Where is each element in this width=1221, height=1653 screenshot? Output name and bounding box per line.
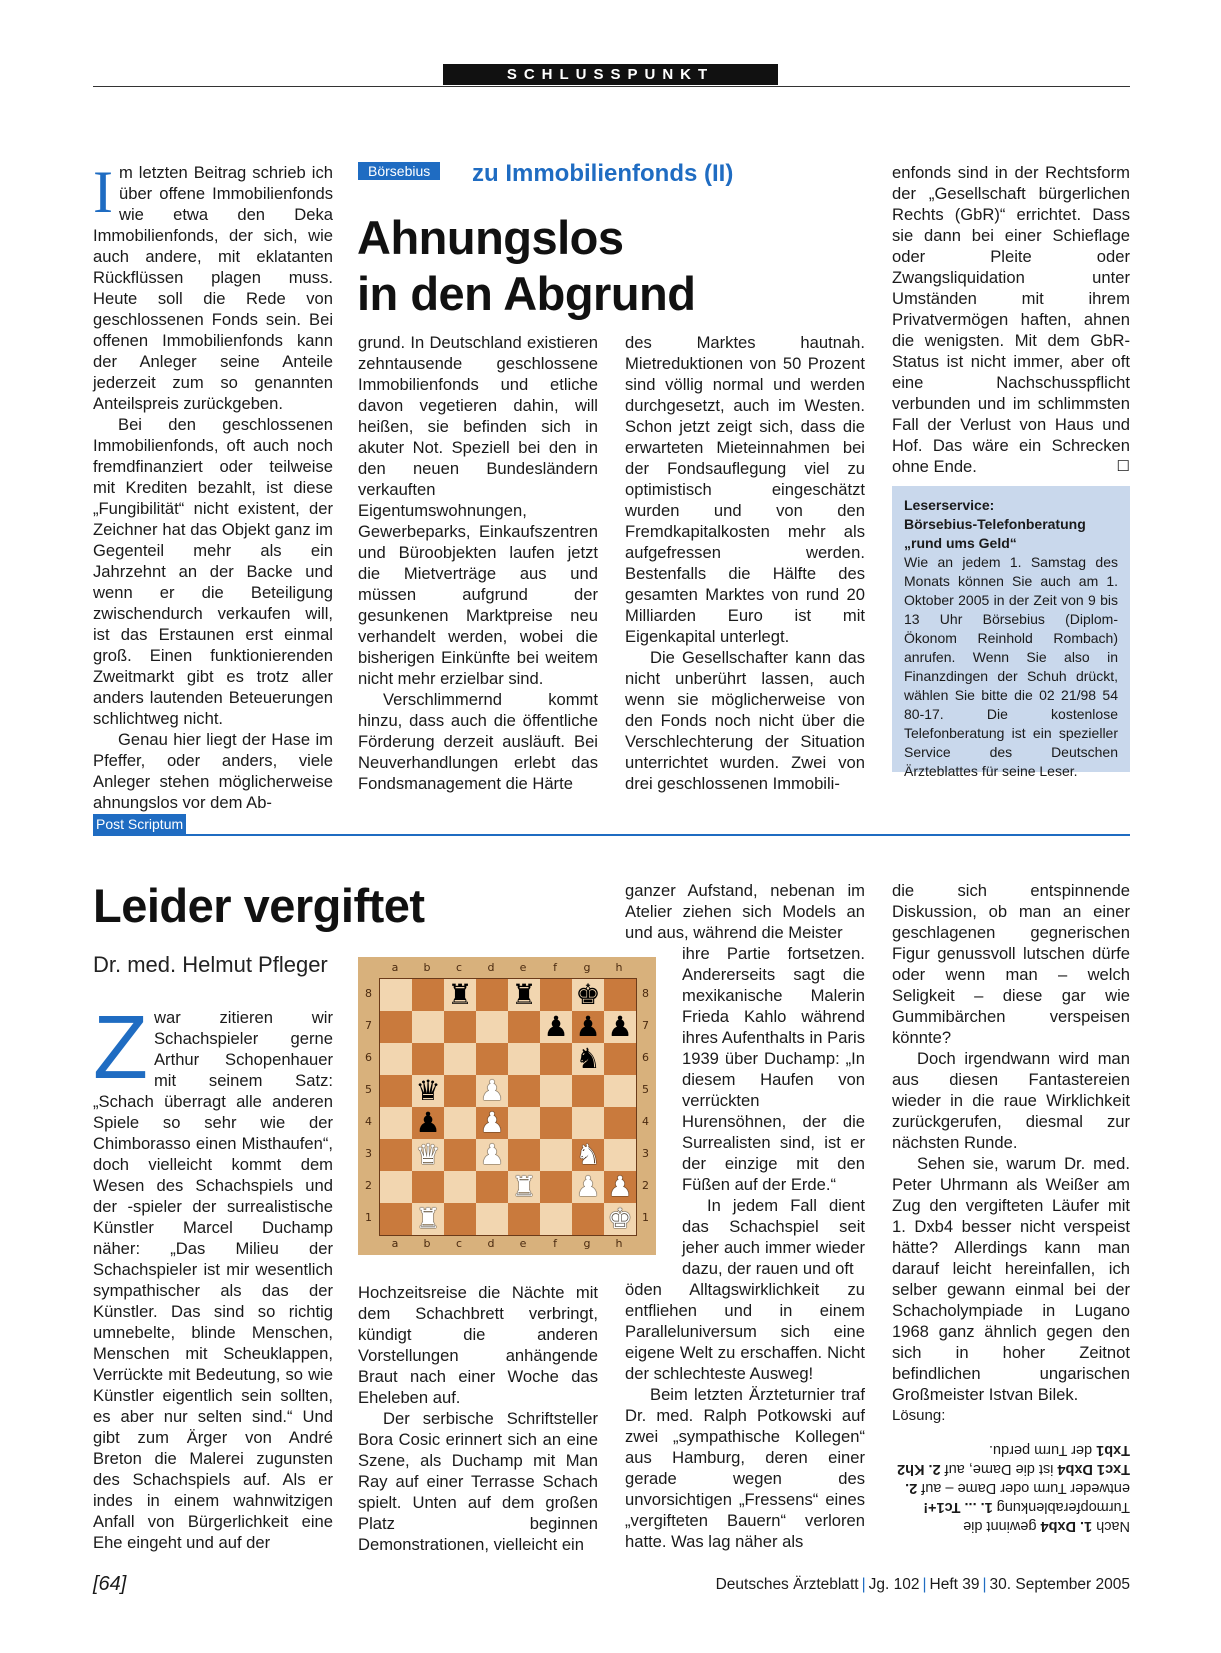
article1-column-3 bbox=[625, 332, 865, 794]
article2-col1-p1: war zitieren wir Schachspieler gerne Arthur Schopenhauer mit seinem Satz: „Schach überragt alle anderen Spiele so sehr wie der Chimborasso einen Misthaufen“, doch vielleicht kommt dem Wesen des Schachspiels und der -spieler der surrealistische Künstler Marcel Duchamp näher: „Das Milieu der Schachspieler ist mir wesentlich sympathischer als das der Künstler. Das sind so richtig umnebelte, blinde Menschen, Menschen mit Scheuklappen, Verrückte mit Bedeutung, so wie Künstler eigentlich sein sollten, es aber nur selten sind.“ Und gibt zum Ärger von André Breton die Malerei zugunsten des Schachspiels auf. Als er indes in einem wahnwitzigen Anfall von Bürgerlichkeit eine Ehe eingeht und auf der bbox=[93, 1008, 333, 1552]
rank-label-3: 3 bbox=[642, 1147, 649, 1160]
article2-column-2 bbox=[358, 1282, 598, 1555]
dropcap-z: Z bbox=[93, 998, 148, 1098]
square-e8 bbox=[508, 979, 540, 1011]
boersebius-badge: Börsebius bbox=[358, 162, 440, 180]
chess-piece-h1: ♚ bbox=[607, 1202, 633, 1235]
square-b6 bbox=[412, 1043, 444, 1075]
solution-text-2: gewinnt die Turmopferablenkung bbox=[963, 1499, 1130, 1534]
square-c7 bbox=[444, 1011, 476, 1043]
article1-column-4 bbox=[892, 162, 1130, 477]
square-g4 bbox=[572, 1107, 604, 1139]
square-a3 bbox=[380, 1139, 412, 1171]
article1-col1-p3: Genau hier liegt der Hase im Pfeffer, oder anders, viele Anleger stehen möglicherweise ahnungslos vor dem Ab- bbox=[93, 730, 333, 812]
square-e6 bbox=[508, 1043, 540, 1075]
article2-headline: Leider vergiftet bbox=[93, 879, 425, 932]
rank-label-6: 6 bbox=[365, 1051, 372, 1064]
chess-piece-g6: ♞ bbox=[575, 1042, 601, 1075]
chess-piece-d5: ♟ bbox=[479, 1074, 505, 1107]
article1-subtitle: zu Immobilienfonds (II) bbox=[472, 160, 734, 187]
article2-author: Dr. med. Helmut Pfleger bbox=[93, 952, 328, 977]
article1-column-1 bbox=[93, 159, 333, 813]
square-f1 bbox=[540, 1203, 572, 1235]
solution-move-4: 2. Kh2 Txb1 bbox=[897, 1442, 1130, 1477]
square-e4 bbox=[508, 1107, 540, 1139]
square-a8 bbox=[380, 979, 412, 1011]
article2-col2-p1: Hochzeitsreise die Nächte mit dem Schachbrett verbringt, kündigt die anderen Vorstellungen anhängende Braut nach einer Woche das Eheleben auf. bbox=[358, 1283, 598, 1407]
chess-piece-e2: ♜ bbox=[511, 1170, 537, 1203]
article2-col3-p3: Beim letzten Ärzteturnier traf Dr. med. Ralph Potkowski auf zwei „sympathische Kollegen“ aus Hamburg, deren einer gerade wegen des unvorsichtigen „Fressens“ eines „vergifteten Bauern“ verloren hatte. Was lag näher als bbox=[625, 1385, 865, 1551]
article2-col2-p2: Der serbische Schriftsteller Bora Cosic erinnert sich an eine Szene, als Duchamp mit Man Ray auf einer Terrasse Schach spielt. Unten auf dem großen Platz beginnen Demonstrationen, vielleicht ein bbox=[358, 1409, 598, 1554]
page-number: [64] bbox=[93, 1573, 127, 1595]
journal-volume: Jg. 102 bbox=[868, 1576, 920, 1593]
chess-piece-c8: ♜ bbox=[447, 978, 473, 1011]
footer-separator: | bbox=[982, 1576, 987, 1593]
chess-piece-e8: ♜ bbox=[511, 978, 537, 1011]
square-c4 bbox=[444, 1107, 476, 1139]
square-c6 bbox=[444, 1043, 476, 1075]
file-label-d: d bbox=[487, 961, 495, 974]
chess-piece-g7: ♟ bbox=[575, 1010, 601, 1043]
square-a1 bbox=[380, 1203, 412, 1235]
file-label-e: e bbox=[519, 961, 527, 974]
file-label-c: c bbox=[455, 961, 463, 974]
article1-col3-p1: des Marktes hautnah. Mietreduktionen von 50 Prozent sind völlig normal und werden durchgesetzt, auch im Westen. Schon jetzt zeigt sich, dass die erwarteten Mieteinnahmen bei der Fondsauflegung viel zu optimistisch eingeschätzt wurden und von den Fremdkapitalkosten mehr als aufgefressen werden. Bestenfalls die Hälfte des gesamten Marktes von rund 20 Milliarden Euro ist mit Eigenkapital unterlegt. bbox=[625, 333, 865, 646]
chess-piece-g3: ♞ bbox=[575, 1138, 601, 1171]
solution-move-2: 1. ... Tc1+! bbox=[923, 1499, 993, 1515]
article1-headline bbox=[357, 210, 857, 322]
square-e3 bbox=[508, 1139, 540, 1171]
chess-piece-b3: ♛ bbox=[415, 1138, 441, 1171]
square-f2 bbox=[540, 1171, 572, 1203]
header-rule bbox=[93, 86, 1130, 87]
file-label-a: a bbox=[391, 961, 399, 974]
square-b8 bbox=[412, 979, 444, 1011]
square-a2 bbox=[380, 1171, 412, 1203]
chess-diagram bbox=[358, 957, 656, 1255]
rank-label-5: 5 bbox=[642, 1083, 649, 1096]
file-label-b: b bbox=[423, 961, 431, 974]
solution-text-1: Nach bbox=[1096, 1518, 1130, 1534]
chess-piece-b5: ♛ bbox=[415, 1074, 441, 1107]
chess-piece-d3: ♟ bbox=[479, 1138, 505, 1171]
file-label-b: b bbox=[423, 1237, 431, 1250]
square-b3 bbox=[412, 1139, 444, 1171]
square-a6 bbox=[380, 1043, 412, 1075]
square-f6 bbox=[540, 1043, 572, 1075]
journal-issue: Heft 39 bbox=[929, 1576, 980, 1593]
article1-col1-p2: Bei den geschlossenen Immobilienfonds, oft auch noch fremdfinanziert oder teilweise mit Krediten bezahlt, ist diese „Fungibilität“ nicht existent, der Zeichner hat das Objekt ganz im Gegenteil mehr als ein Jahrzehnt an der Backe und wenn er die Beteiligung zwischendurch verkaufen will, ist das Erstaunen erst einmal groß. Einen funktionierenden Zweitmarkt gibt es trotz aller anders lautenden Beteuerungen schlichtweg nicht. bbox=[93, 415, 333, 728]
square-c3 bbox=[444, 1139, 476, 1171]
solution-text-5: der Turm perdu. bbox=[988, 1442, 1093, 1458]
square-b2 bbox=[412, 1171, 444, 1203]
solution-upside-down bbox=[892, 1440, 1130, 1535]
square-c8 bbox=[444, 979, 476, 1011]
square-d4 bbox=[476, 1107, 508, 1139]
article2-col3-p1b: ihre Partie fortsetzen. Andererseits sagt die mexikanische Malerin Frieda Kahlo während ihres Aufenthalts in Paris 1939 über Duchamp: „In diesem Haufen von verrückten Hurensöhnen, der die Surrealisten sind, ist er der einzige mit den Füßen auf der Erde.“ bbox=[682, 944, 865, 1194]
article2-col3-p2b: öden Alltagswirklichkeit zu entfliehen und in einem Paralleluniversum sich eine eigene Welt zu erschaffen. Nicht der schlechteste Ausweg! bbox=[625, 1280, 865, 1383]
square-b4 bbox=[412, 1107, 444, 1139]
square-c2 bbox=[444, 1171, 476, 1203]
article1-col1-p1: m letzten Beitrag schrieb ich über offene Immobilienfonds wie etwa den Deka Immobilienfonds, der sich, wie auch andere, mit eklatanten Rückflüssen plagen muss. Heute soll die Rede von geschlossenen Fonds sein. Bei offenen Immobilienfonds kann der Anleger seine Anteile jederzeit zum so genannten Anteilspreis zurückgeben. bbox=[93, 163, 333, 413]
rank-label-8: 8 bbox=[642, 987, 649, 1000]
article2-col3-p2a: In jedem Fall dient das Schachspiel seit jeher auch immer wieder dazu, der rauen und oft bbox=[682, 1196, 865, 1278]
service-body: Wie an jedem 1. Samstag des Monats können Sie auch am 1. Oktober 2005 in der Zeit von 9 bis 13 Uhr Börsebius (Diplom-Ökonom Reinhold Rombach) anrufen. Wenn Sie also in Finanzdingen der Schuh drückt, wählen Sie bitte die 02 21/98 54 80-17. Die kostenlose Telefonberatung ist ein spezieller Service des Deutschen Ärzteblattes für seine Leser. bbox=[904, 554, 1118, 779]
article1-col3-p2: Die Gesellschafter kann das nicht unberührt lassen, auch wenn sie möglicherweise von den Fonds noch nicht über die Verschlechterung der Situation unterrichtet wurden. Zwei von drei geschlossenen Immobili- bbox=[625, 648, 865, 793]
rank-label-3: 3 bbox=[365, 1147, 372, 1160]
solution-move-3: 2. Txc1 Dxb4 bbox=[905, 1461, 1130, 1496]
file-label-f: f bbox=[553, 1237, 557, 1250]
file-label-h: h bbox=[615, 1237, 623, 1250]
end-mark: ☐ bbox=[1116, 458, 1130, 475]
article2-column-3 bbox=[625, 880, 865, 1552]
footer-separator: | bbox=[922, 1576, 927, 1593]
journal-date: 30. September 2005 bbox=[989, 1576, 1130, 1593]
chess-piece-d4: ♟ bbox=[479, 1106, 505, 1139]
square-d6 bbox=[476, 1043, 508, 1075]
square-a4 bbox=[380, 1107, 412, 1139]
square-d5 bbox=[476, 1075, 508, 1107]
rank-label-4: 4 bbox=[642, 1115, 649, 1128]
service-title-3: „rund ums Geld“ bbox=[904, 535, 1017, 551]
chess-piece-b1: ♜ bbox=[415, 1202, 441, 1235]
square-f5 bbox=[540, 1075, 572, 1107]
square-e2 bbox=[508, 1171, 540, 1203]
chess-piece-h7: ♟ bbox=[607, 1010, 633, 1043]
square-d2 bbox=[476, 1171, 508, 1203]
rank-label-1: 1 bbox=[365, 1211, 372, 1224]
file-label-g: g bbox=[583, 1237, 591, 1250]
file-label-d: d bbox=[487, 1237, 495, 1250]
file-label-c: c bbox=[455, 1237, 463, 1250]
rank-label-1: 1 bbox=[642, 1211, 649, 1224]
article2-col3-p1a: ganzer Aufstand, nebenan im Atelier ziehen sich Models an und aus, während die Meister bbox=[625, 881, 865, 942]
post-scriptum-rule bbox=[93, 834, 1130, 836]
rank-label-2: 2 bbox=[365, 1179, 372, 1192]
section-header: SCHLUSSPUNKT bbox=[443, 64, 778, 85]
solution-text-4: ist die Dame, auf bbox=[944, 1461, 1054, 1477]
square-e1 bbox=[508, 1203, 540, 1235]
square-a5 bbox=[380, 1075, 412, 1107]
square-b7 bbox=[412, 1011, 444, 1043]
chess-piece-g2: ♟ bbox=[575, 1170, 601, 1203]
square-f8 bbox=[540, 979, 572, 1011]
article2-col4-p3: Sehen sie, warum Dr. med. Peter Uhrmann als Weißer am Zug den vergifteten Läufer mit 1. Dxb4 besser nicht verspeist hätte? Allerdings kann man darauf leicht hereinfallen, ich selber gewann einmal bei der Schacholympiade in Lugano 1968 ganz ähnlich gegen den sich in hoher Zeitnot befindlichen ungarischen Großmeister Istvan Bilek. bbox=[892, 1154, 1130, 1404]
solution-label: Lösung: bbox=[892, 1407, 946, 1424]
article1-col2-p1: grund. In Deutschland existieren zehntausende geschlossene Immobilienfonds und etliche davon vegetieren dahin, will heißen, sie befinden sich in akuter Not. Speziell bei den in den neuen Bundesländern verkauften Eigentumswohnungen, Gewerbeparks, Einkaufszentren und Büroobjekten laufen jetzt die Mietverträge aus und müssen aufgrund der gesunkenen Marktpreise neu verhandelt werden, wobei die bisherigen Einkünfte bei weitem nicht mehr erzielbar sind. bbox=[358, 333, 598, 688]
file-label-g: g bbox=[583, 961, 591, 974]
file-label-a: a bbox=[391, 1237, 399, 1250]
square-d1 bbox=[476, 1203, 508, 1235]
chess-piece-h2: ♟ bbox=[607, 1170, 633, 1203]
footer-separator: | bbox=[861, 1576, 866, 1593]
rank-label-5: 5 bbox=[365, 1083, 372, 1096]
chess-piece-b4: ♟ bbox=[415, 1106, 441, 1139]
article1-col4-p1: enfonds sind in der Rechtsform der „Gesellschaft bürgerlichen Rechts (GbR)“ errichtet. Dass sie dann bei einer Schieflage oder Pleite oder Zwangsliquidation unter Umständen mit ihrem Privatvermögen haften, ahnen die wenigsten. Mit dem GbR-Status ist nicht immer, aber oft eine Nachschusspflicht verbunden und im schlimmsten Fall der Verlust von Haus und Hof. Das wäre ein Schrecken ohne Ende. bbox=[892, 163, 1130, 476]
article1-column-2 bbox=[358, 332, 598, 794]
square-d3 bbox=[476, 1139, 508, 1171]
rank-label-7: 7 bbox=[642, 1019, 649, 1032]
square-d7 bbox=[476, 1011, 508, 1043]
square-c5 bbox=[444, 1075, 476, 1107]
solution-move-1: 1. Dxb4 bbox=[1040, 1518, 1093, 1534]
square-g3 bbox=[572, 1139, 604, 1171]
chess-piece-g8: ♚ bbox=[575, 978, 601, 1011]
square-g1 bbox=[572, 1203, 604, 1235]
file-label-h: h bbox=[615, 961, 623, 974]
service-title-2: Börsebius-Telefonberatung bbox=[904, 516, 1086, 532]
file-label-f: f bbox=[553, 961, 557, 974]
rank-label-6: 6 bbox=[642, 1051, 649, 1064]
square-f3 bbox=[540, 1139, 572, 1171]
article2-col4-p1: die sich entspinnende Diskussion, ob man an einer geschlagenen gegnerischen Figur genussvoll lutschen dürfe oder wenn man – welch Seligkeit – diese gar wie Gummibärchen verspeisen könnte? bbox=[892, 881, 1130, 1047]
square-g6 bbox=[572, 1043, 604, 1075]
article2-column-4 bbox=[892, 880, 1130, 1405]
square-d8 bbox=[476, 979, 508, 1011]
service-title-1: Leserservice: bbox=[904, 497, 995, 513]
rank-label-4: 4 bbox=[365, 1115, 372, 1128]
rank-label-7: 7 bbox=[365, 1019, 372, 1032]
dropcap-i: I bbox=[93, 159, 113, 225]
headline-line-2: in den Abgrund bbox=[357, 267, 696, 320]
square-e5 bbox=[508, 1075, 540, 1107]
square-f7 bbox=[540, 1011, 572, 1043]
article2-column-1 bbox=[93, 998, 333, 1553]
square-c1 bbox=[444, 1203, 476, 1235]
leserservice-box bbox=[892, 486, 1130, 779]
square-g8 bbox=[572, 979, 604, 1011]
rank-label-2: 2 bbox=[642, 1179, 649, 1192]
square-a7 bbox=[380, 1011, 412, 1043]
headline-line-1: Ahnungslos bbox=[357, 211, 624, 264]
square-g5 bbox=[572, 1075, 604, 1107]
file-label-e: e bbox=[519, 1237, 527, 1250]
journal-name: Deutsches Ärzteblatt bbox=[715, 1576, 859, 1593]
article1-col2-p2: Verschlimmernd kommt hinzu, dass auch die öffentliche Förderung derzeit ausläuft. Bei Neuverhandlungen erlebt das Fondsmanagement die Härte bbox=[358, 690, 598, 793]
rank-label-8: 8 bbox=[365, 987, 372, 1000]
chessboard bbox=[379, 978, 637, 1236]
square-f4 bbox=[540, 1107, 572, 1139]
chess-piece-f7: ♟ bbox=[543, 1010, 569, 1043]
post-scriptum-badge: Post Scriptum bbox=[93, 814, 186, 834]
square-e7 bbox=[508, 1011, 540, 1043]
solution-text-3: entweder Turm oder Dame – auf bbox=[921, 1480, 1130, 1496]
article2-col4-p2: Doch irgendwann wird man aus diesen Fantastereien wieder in die raue Wirklichkeit zurückgerufen, diesmal zur nächsten Runde. bbox=[892, 1049, 1130, 1152]
square-g7 bbox=[572, 1011, 604, 1043]
square-b5 bbox=[412, 1075, 444, 1107]
square-b1 bbox=[412, 1203, 444, 1235]
footer-citation bbox=[716, 1576, 1130, 1594]
square-g2 bbox=[572, 1171, 604, 1203]
article1-kicker bbox=[358, 163, 440, 181]
